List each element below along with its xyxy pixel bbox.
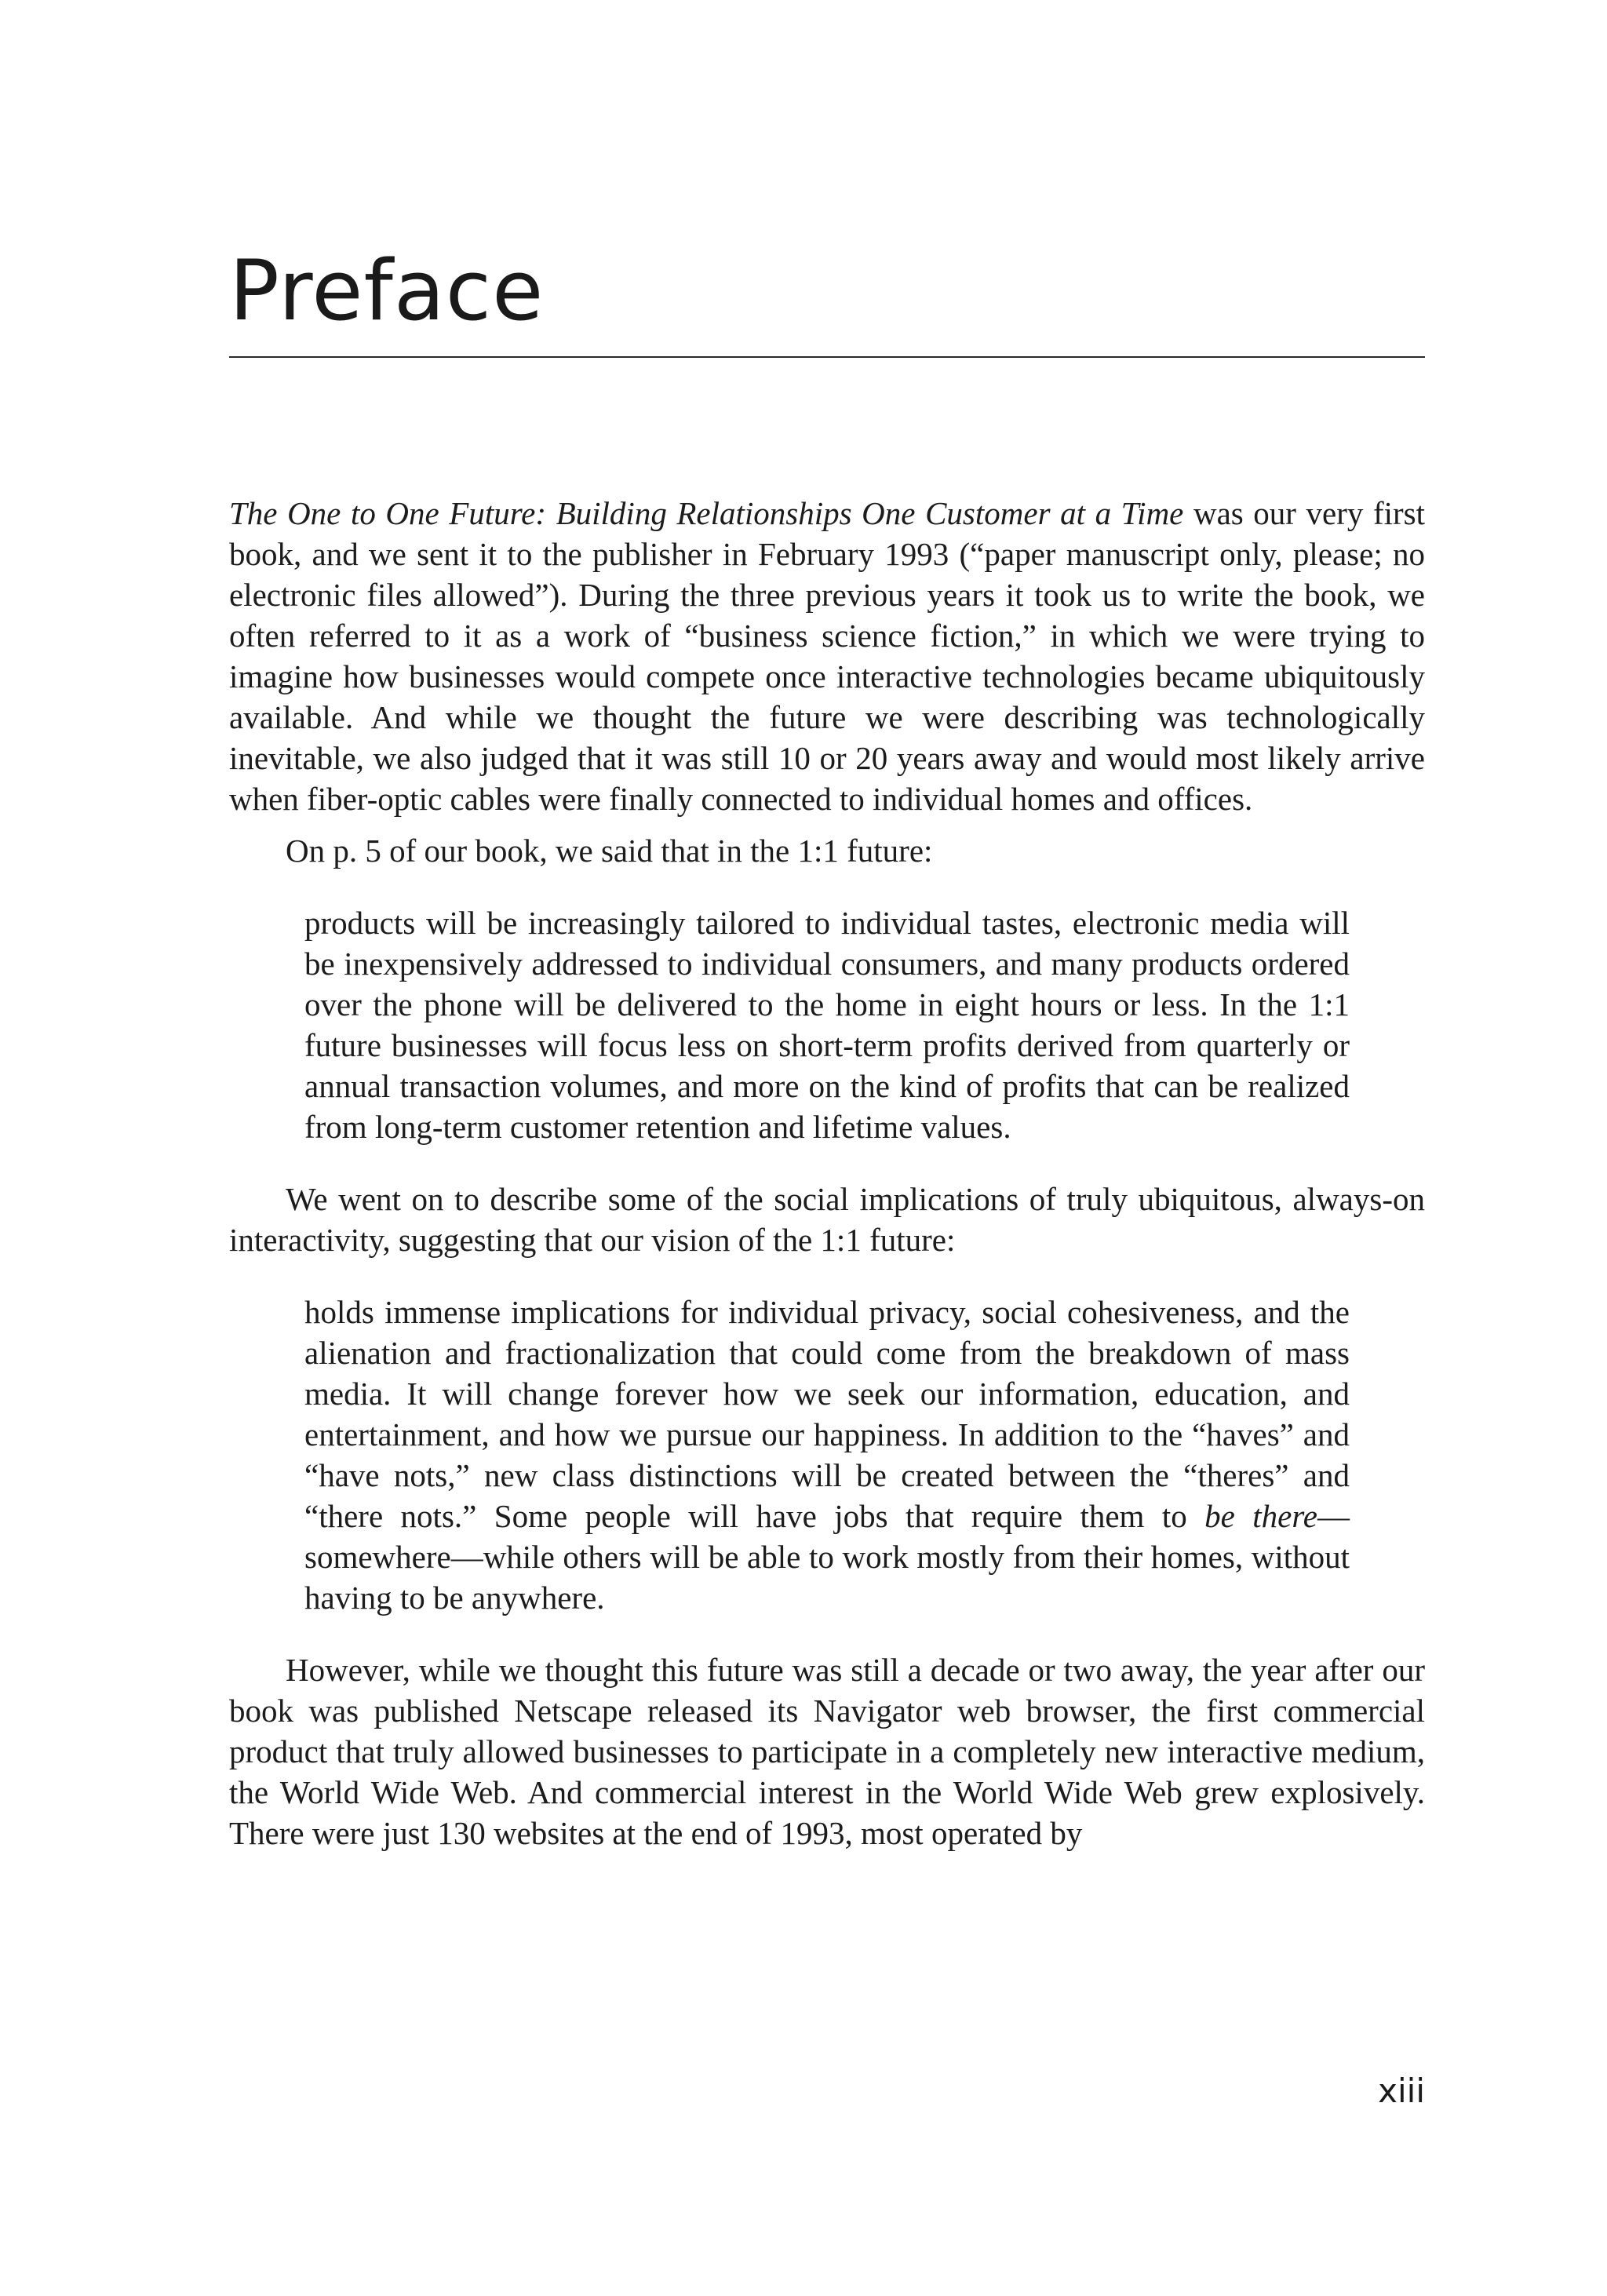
title-rule [229,356,1425,358]
paragraph-netscape: However, while we thought this future was still a decade or two away, the year after our book was published Netscape released its Navigator web browser, the first commercial product that truly allowed businesses to participate in a completely new interactive medium, the World Wide Web. And commercial interest in the World Wide Web grew explosively. There were just 130 websites at the end of 1993, most operated by [229,1652,1425,1851]
chapter-title: Preface [229,242,545,339]
block-quote-2-emphasis: be there [1204,1498,1317,1534]
paragraph-intro [229,493,1425,819]
book-title: The One to One Future: Building Relationships One Customer at a Time [229,495,1184,531]
paragraph-lead-in-1: On p. 5 of our book, we said that in the 1:1 future: [286,833,933,869]
body-text [229,493,1425,1853]
page-number: xiii [1378,2072,1425,2110]
block-quote-1: products will be increasingly tailored to individual tastes, electronic media will be inexpensively addressed to individual consumers, and many products ordered over the phone will be delivered to the home in eight hours or less. In the 1:1 future businesses will focus less on short-term profits derived from quarterly or annual transaction volumes, and more on the kind of profits that can be realized from long-term customer retention and lifetime values. [304,905,1350,1145]
block-quote-2-text-a: holds immense implications for individual privacy, social cohesiveness, and the alienation and fractionalization that could come from the breakdown of mass media. It will change forever how we seek our information, education, and entertainment, and how we pursue our happiness. In addition to the “haves” and “have nots,” new class distinctions will be created between the “theres” and “there nots.” Some people will have jobs that require them to [304,1294,1350,1534]
block-quote-2-text-b: —somewhere—while others will be able to work mostly from their homes, without having to be anywhere. [304,1498,1350,1616]
paragraph-lead-in-2: We went on to describe some of the social implications of truly ubiquitous, always-on interactivity, suggesting that our vision of the 1:1 future: [229,1181,1425,1258]
paragraph-intro-text: was our very first book, and we sent it to the publisher in February 1993 (“paper manuscript only, please; no electronic files allowed”). During the three previous years it took us to write the book, we often referred to it as a work of “business science fiction,” in which we were trying to imagine how businesses would compete once interactive technologies became ubiquitously available. And while we thought the future we were describing was technologically inevitable, we also judged that it was still 10 or 20 years away and would most likely arrive when fiber-optic cables were finally connected to individual homes and offices. [229,495,1426,817]
block-quote-2 [304,1292,1350,1618]
